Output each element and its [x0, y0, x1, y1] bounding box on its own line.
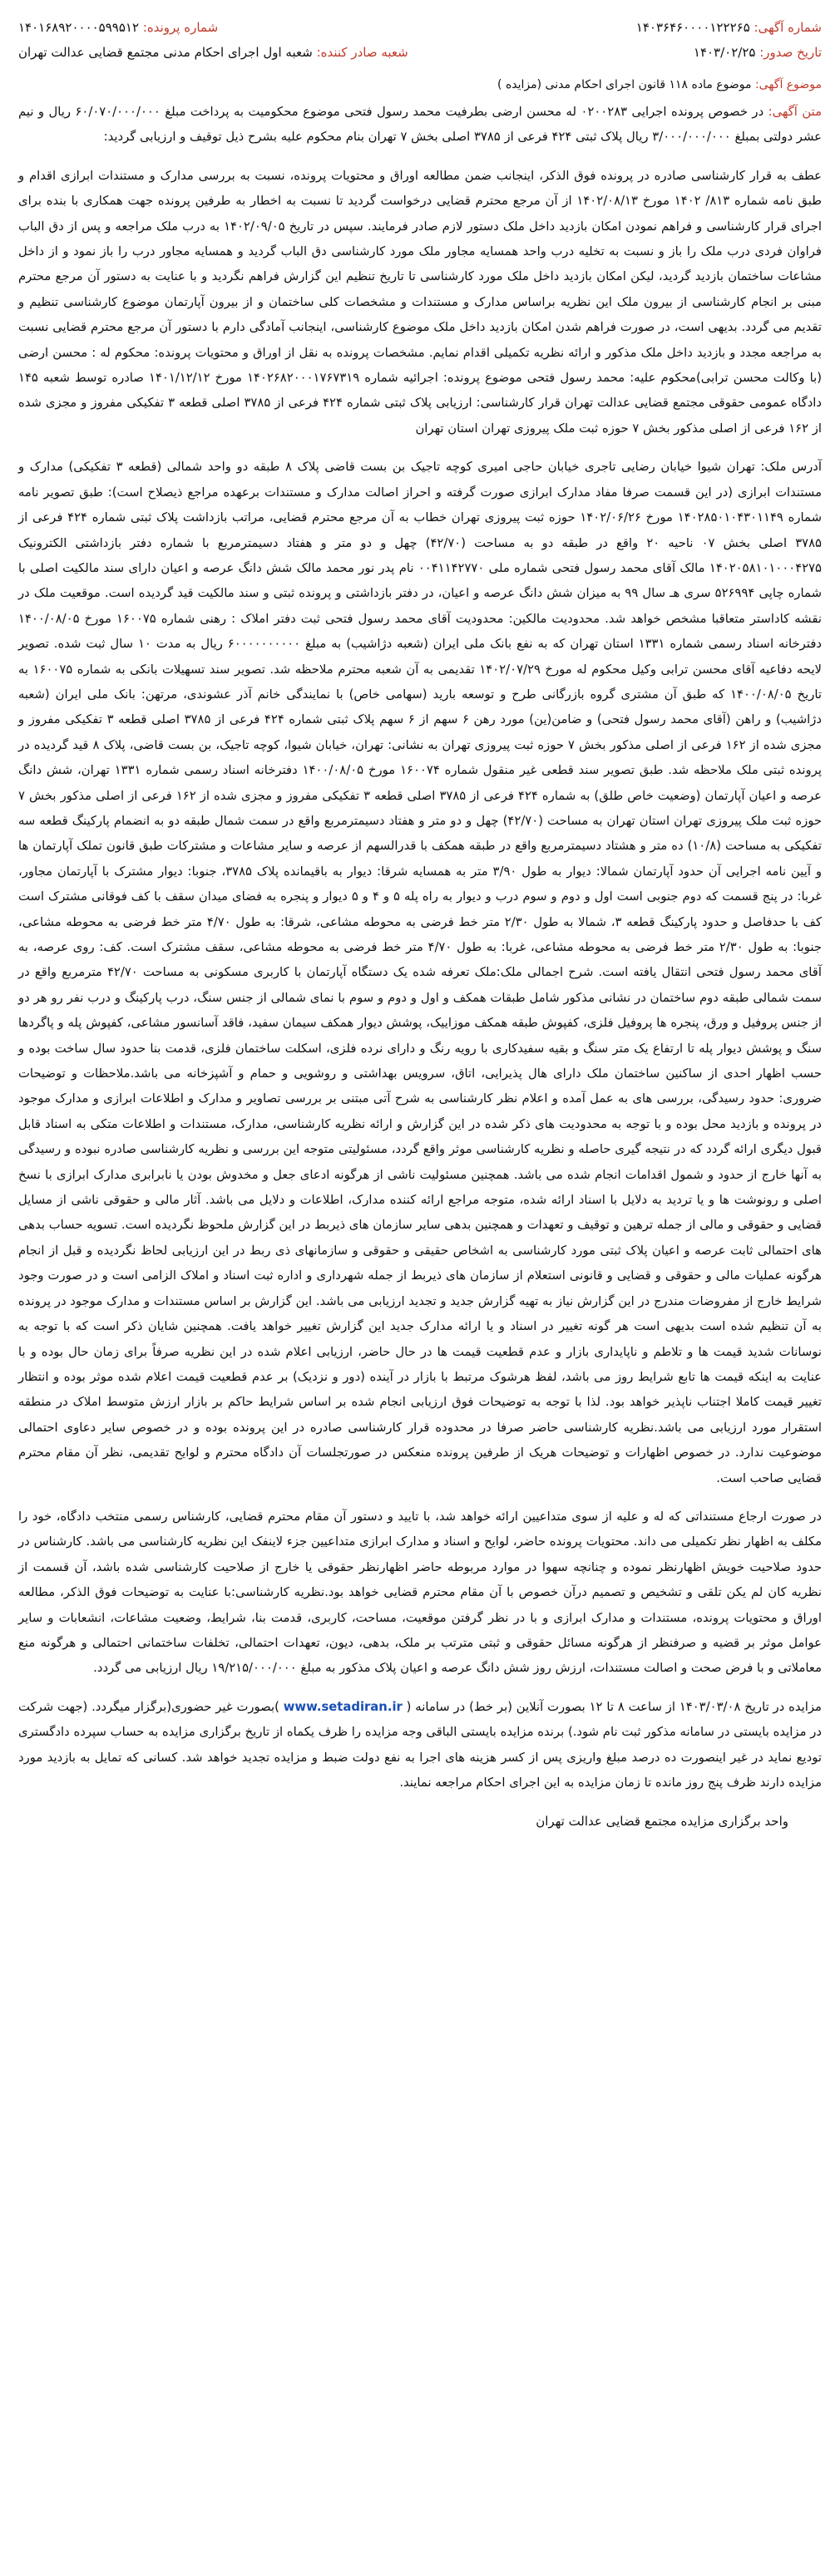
header-row-2	[18, 40, 822, 65]
valuation-paragraph: در صورت ارجاع مستنداتی که له و علیه از سوی متداعیین ارائه خواهد شد، با تایید و دستور آن مقام محترم قضایی، کارشناس رسمی منتخب دادگاه، خود را مکلف به اظهار نظر تکمیلی می داند. محتویات پرونده حاضر، لوایح و اسناد و مدارک ابرازی متداعیین جزء لاینفک این نظریه کارشناسی می باشد. کارشناس در حدود صلاحیت خویش اظهارنظر نموده و چنانچه سهوا در موارد مربوطه حاضر اظهارنظر حقوقی یا خارج از صلاحیت کارشناسی شده باشد، آن قسمت از نظریه کان لم یکن تلقی و تشخیص و تصمیم درآن خصوص با آن مقام محترم قضایی خواهد بود.نظریه کارشناسی:با عنایت به توضیحات فوق الذکر، مطالعه اوراق و محتویات پرونده، مستندات و مدارک ابرازی و با در نظر گرفتن موقعیت، مساحت، کاربری، قدمت بنا، شرایط، وضعیت مشاعات، انشعابات و سایر عوامل موثر بر قضیه و صرفنظر از هرگونه مسائل حقوقی و ثبتی مترتب بر ملک، بدهی، دیون، تعهدات احتمالی، تخلفات ساختمانی احتمالی و هرگونه منع معاملاتی و با فرض صحت و اصالت مستندات، ارزش روز شش دانگ عرصه و اعیان پلاک مذکور به مبلغ ۱۹/۲۱۵/۰۰۰/۰۰۰ ریال ارزیابی می گردد.	[18, 1509, 822, 1676]
auction-terms-text-2: )بصورت غیر حضوری(برگزار میگردد. (جهت شرکت در مزایده بایستی در سامانه مذکور ثبت نام شود.) برنده مزایده بایستی الباقی وجه مزایده را ظرف یکماه از تاریخ برگزاری مزایده به حساب سپرده دادگستری تودیع نماید در غیر اینصورت ده درصد مبلغ واریزی پس از کسر هزینه های اجرا به نفع دولت ضبط و مزایده تجدید خواهد شد. کسانی که تمایل به بازدید مورد مزایده دارند ظرف پنج روز مانده تا زمان مزایده به این اجرای احکام مراجعه نمایند.	[18, 1699, 822, 1790]
auction-terms-paragraph	[18, 1695, 822, 1796]
body-label: متن آگهی:	[768, 105, 822, 119]
expert-report-paragraph: عطف به قرار کارشناسی صادره در پرونده فوق الذکر، اینجانب ضمن مطالعه اوراق و محتویات پرونده، نسبت به بررسی مدارک و مستندات ابرازی اقدام و طبق نامه شماره ۸۱۳/ ۱۴۰۲ مورخ ۱۴۰۲/۰۸/۱۳ از آن مرجع محترم قضایی درخواست گردید تا نسبت به اخطار به طرفین پرونده جهت همکاری با بنده برای اجرای قرار کارشناسی و فراهم نمودن امکان بازدید داخل ملک دستور لازم صادر فرمایند. سپس در تاریخ ۱۴۰۲/۰۹/۰۵ به درب ملک مراجعه و پس از دق الباب فراوان فردی درب ملک را باز و نسبت به تخلیه درب واحد همسایه مجاور ملک مورد کارشناسی دق الباب گردید و همسایه مجاور درب را باز نمود و از داخل مشاعات ساختمان بازدید گردید، لیکن امکان بازدید داخل ملک مورد کارشناسی تا تاریخ تنظیم این گزارش فراهم نگردید و با عنایت به دستور آن مرجع محترم مبنی بر انجام کارشناسی از بیرون ملک این نظریه براساس مدارک و مستندات و مشخصات کلی ساختمان و از بیرون آپارتمان موضوع کارشناسی تنظیم و تقدیم می گردد. بدیهی است، در صورت فراهم شدن امکان بازدید داخل ملک موضوع کارشناسی، اینجانب آمادگی دارم با دستور آن مرجع محترم قضایی نسبت به مراجعه مجدد و بازدید داخل ملک مذکور و ارائه نظریه تکمیلی اقدام نمایم. مشخصات پرونده به نقل از اوراق و محتویات پرونده: محکوم له : محسن ارضی (با وکالت محسن ترابی)محکوم علیه: محمد رسول فتحی موضوع پرونده: اجرائیه شماره ۱۴۰۲۶۸۲۰۰۰۱۷۶۷۳۱۹ مورخ ۱۴۰۱/۱۲/۱۲ صادره توسط شعبه ۱۴۵ دادگاه عمومی حقوقی مجتمع قضایی عدالت تهران قرار کارشناسی: ارزیابی پلاک ثبتی شماره ۴۲۴ فرعی از ۳۷۸۵ اصلی قطعه ۳ تفکیکی مفروز و مجزی شده از ۱۶۲ فرعی از اصلی مذکور بخش ۷ حوزه ثبت ملک پیروزی تهران استان تهران	[18, 168, 822, 436]
auction-terms-text-1: مزایده در تاریخ ۱۴۰۳/۰۳/۰۸ از ساعت ۸ تا ۱۲ بصورت آنلاین (بر خط) در سامانه (	[406, 1699, 822, 1714]
issuer-value: شعبه اول اجرای احکام مدنی مجتمع قضایی عدالت تهران	[18, 45, 313, 60]
signature: واحد برگزاری مزایده مجتمع قضایی عدالت تهران	[536, 1814, 788, 1830]
issuer	[18, 40, 408, 65]
issue-date-value: ۱۴۰۳/۰۲/۲۵	[693, 45, 756, 60]
ad-number-value: ۱۴۰۳۶۴۶۰۰۰۰۱۲۲۲۶۵	[635, 20, 750, 35]
setadiran-link[interactable]: www.setadiran.ir	[283, 1699, 403, 1714]
case-number-value: ۱۴۰۱۶۸۹۲۰۰۰۰۵۹۹۵۱۲	[18, 20, 140, 35]
intro-paragraph	[18, 100, 822, 150]
subject-text: موضوع ماده ۱۱۸ قانون اجرای احکام مدنی (مزایده )	[497, 78, 752, 91]
notice-body	[18, 100, 822, 1795]
issuer-label: شعبه صادر کننده:	[316, 45, 408, 60]
intro-text: در خصوص پرونده اجرایی ۰۲۰۰۲۸۳ له محسن ارضی بطرفیت محمد رسول فتحی موضوع محکومیت به پرداخت مبلغ ۶۰/۰۷۰/۰۰۰/۰۰۰ ریال و نیم عشر دولتی بمبلغ ۳/۰۰۰/۰۰۰/۰۰۰ ریال پلاک ثبتی ۴۲۴ فرعی از ۳۷۸۵ اصلی بخش ۷ تهران بنام محکوم علیه بشرح ذیل توقیف و ارزیابی گردید:	[18, 105, 822, 145]
notice-subject	[18, 73, 822, 96]
issue-date-label: تاریخ صدور:	[759, 45, 822, 60]
case-number-label: شماره پرونده:	[142, 20, 219, 35]
header-row-1	[18, 15, 822, 40]
issue-date	[694, 40, 822, 65]
property-details-paragraph: آدرس ملک: تهران شیوا خیابان رضایی تاجری خیابان حاجی امیری کوچه تاجیک بن بست قاضی پلاک ۸ طبقه دو واحد شمالی (قطعه ۳ تفکیکی) مدارک و مستندات ابرازی (در این قسمت صرفا مفاد مدارک ابرازی صورت گرفته و احراز اصالت مدارک و مستندات برعهده مراجع ذیصلاح است): طبق تصویر نامه شماره ۱۴۰۲۸۵۰۱۰۴۳۰۱۱۴۹ مورخ ۱۴۰۲/۰۶/۲۶ حوزه ثبت پیروزی تهران خطاب به آن مرجع محترم قضایی، مراتب بازداشت پلاک ثبتی شماره ۴۲۴ فرعی از ۳۷۸۵ اصلی بخش ۰۷ ناحیه ۲۰ واقع در طبقه دو به مساحت (۴۲/۷۰) چهل و دو متر و هفتاد دسیمترمربع با شماره دفتر بازداشتی الکترونیک ۱۴۰۲۰۵۸۱۰۱۰۰۰۴۲۷۵ مالک آقای محمد رسول فتحی شماره ملی ۰۰۴۱۱۴۲۷۷۰ نام پدر نور محمد مالک شش دانگ عرصه و اعیان دارای سند مالکیت اصلی با شماره چاپی ۵۲۶۹۹۴ سری هـ سال ۹۹ به میزان شش دانگ عرصه و اعیان، در دفتر بازداشتی و پرونده ثبتی و سند مالکیت قید گردیده است. موقعیت ملک در نقشه کاداستر متعاقبا مشخص خواهد شد. محدودیت مالکین: محدودیت آقای محمد رسول فتحی ثبت دفتر املاک : رهنی شماره ۱۶۰۰۷۵ مورخ ۱۴۰۰/۰۸/۰۵ دفترخانه اسناد رسمی شماره ۱۳۳۱ استان تهران که به نفع بانک ملی ایران (شعبه دژاشیب) به مبلغ ۶۰۰۰۰۰۰۰۰۰۰ ریال به مدت ۱۰ سال ثبت شده. تصویر لایحه دفاعیه آقای محسن ترابی وکیل محکوم له مورخ ۱۴۰۲/۰۷/۲۹ تقدیمی به آن شعبه محترم ملاحظه شد. تصویر سند تسهیلات بانکی به شماره ۱۶۰۰۷۵ به تاریخ ۱۴۰۰/۰۸/۰۵ که طبق آن مشتری گروه بازرگانی طرح و توسعه بارید (سهامی خاص) با نمایندگی خانم آذر عشوندی، مرتهن: بانک ملی ایران (شعبه دژاشیب) و راهن (آقای محمد رسول فتحی) و ضامن(ین) مورد رهن ۶ سهم از ۶ سهم پلاک ثبتی شماره ۴۲۴ فرعی از ۳۷۸۵ اصلی قطعه ۳ تفکیکی مفروز و مجزی شده از ۱۶۲ فرعی از اصلی مذکور بخش ۷ حوزه ثبت پیروزی تهران به نشانی: تهران، خیابان شیوا، کوچه تاجیک، بن بست قاضی، پلاک ۸ قید گردیده در پرونده ثبتی ملک ملاحظه شد. طبق تصویر سند قطعی غیر منقول شماره ۱۶۰۰۷۴ مورخ ۱۴۰۰/۰۸/۰۵ دفترخانه اسناد رسمی شماره ۱۳۳۱ تهران، شش دانگ عرصه و اعیان آپارتمان (وضعیت خاص طلق) به شماره ۴۲۴ فرعی از ۳۷۸۵ اصلی قطعه ۳ تفکیکی مفروز و مجزی شده از ۱۶۲ فرعی از اصلی مذکور بخش ۷ حوزه ثبت ملک پیروزی تهران استان تهران به مساحت (۴۲/۷۰) چهل و دو متر و هفتاد دسیمترمربع واقع در سمت شمال طبقه دو به انضمام پارکینگ قطعه سه تفکیکی به مساحت (۱۰/۸) ده متر و هشتاد دسیمترمربع واقع در طبقه همکف با قدرالسهم از عرصه و سایر مشاعات و مشترکات طبق قانون تملک آپارتمان ها و آیین نامه اجرایی آن حدود آپارتمان شمالا: دیوار به طول ۳/۹۰ متر به همسایه شرقا: دیوار به باقیمانده پلاک ۳۷۸۵، جنوبا: دیوار مشترک با آپارتمان مجاور، غربا: در پنج قسمت که دوم جنوبی است اول و دوم و سوم درب و دیوار به راه پله ۵ و ۴ و ۵ دیوار و پنجره به فضای میدان سقف با کف فوقانی مشترک است کف با حدفاصل و حدود پارکینگ قطعه ۳، شمالا به طول ۲/۳۰ متر خط فرضی به محوطه مشاعی، شرقا: به طول ۴/۷۰ متر خط فرضی به محوطه مشاعی، جنوبا: به طول ۲/۳۰ متر خط فرضی به محوطه مشاعی، غربا: به طول ۴/۷۰ متر خط فرضی به محوطه مشاعی، سقف مشترک است. کف: روی عرصه، به آقای محمد رسول فتحی انتقال یافته است. شرح اجمالی ملک:ملک تعرفه شده یک دستگاه آپارتمان با کاربری مسکونی به مساحت ۴۲/۷۰ مترمربع واقع در سمت شمالی طبقه دوم ساختمان در نشانی مذکور شامل طبقات همکف و اول و دوم و سوم با نمای شمالی از جنس سنگ، درب پارکینگ و درب نفر رو هر دو از جنس پروفیل و ورق، پنجره ها پروفیل فلزی، کفپوش طبقه همکف موزاییک، پوشش دیوار همکف سیمان سفید، فاقد آسانسور مشاعی، کفپوش پله و پاگردها سنگ و پوشش دیوار پله تا ارتفاع یک متر سنگ و بقیه سفیدکاری با رویه رنگ و دارای نرده فلزی، اسکلت ساختمان فلزی، قدمت بنا حدود سال ساخت بوده و حسب اظهار احدی از ساکنین ساختمان ملک دارای هال پذیرایی، اتاق، سرویس بهداشتی و روشویی و حمام و آشپزخانه می باشد.ملاحظات و توضیحات ضروری: حدود رسیدگی، بررسی های به عمل آمده و اعلام نظر کارشناسی به شرح آتی مبتنی بر بررسی تصاویر و مدارک و اطلاعات ابرازی و مدارک موجود در پرونده و بازدید محل بوده و با توجه به محدودیت های ذکر شده در این گزارش و ارائه نظریه کارشناسی، مدارک، مستندات و اطلاعات متکی به اسناد قابل قبول دیگری ارائه گردد که در نتیجه گیری حاصله و نظریه کارشناسی موثر واقع گردد، مسئولیتی متوجه این بررسی و نظریه کارشناسی صادره نبوده و رسیدگی به آنها خارج از حدود و شمول اقدامات انجام شده می باشد. همچنین مسئولیت ناشی از هرگونه ادعای جعل و مخدوش بودن یا نابرابری مدارک ابرازی با نسخ اصلی و رونوشت ها و یا تردید به دلایل با اسناد ارائه شده، متوجه مراجع ارائه کننده مدارک، اطلاعات و دلایل می باشد. آثار مالی و حقوقی ناشی از مسایل قضایی و حقوقی و مالی از جمله ترهین و توقیف و تعهدات و همچنین بدهی سایر سازمان های ذیربط در این گزارش ملحوظ نگردیده است. تسویه حساب بدهی های احتمالی ثابت عرصه و اعیان پلاک ثبتی مورد کارشناسی به اشخاص حقیقی و حقوقی و سازمانهای ذی ربط در این ارزیابی لحاظ نگردیده و قبل از انجام هرگونه عملیات مالی و حقوقی و قضایی و قانونی استعلام از سازمان های ذیربط از جمله شهرداری و اداره ثبت اسناد و املاک الزامی است و در صورت وجود شرایط خارج از مفروضات مندرج در این گزارش نیاز به تهیه گزارش جدید و تجدید ارزیابی می باشد. این گزارش بر اساس مستندات و مدارک موجود در پرونده به آن تنظیم شده است بدیهی است هر گونه تغییر در اسناد و یا ارائه مدارک جدید این گزارش تغییر خواهد یافت. همچنین شایان ذکر است که با توجه به نوسانات شدید قیمت ها و تلاطم و ناپایداری بازار و عدم قطعیت قیمت ها در حال حاضر، ارزیابی اعلام شده در این نظریه صرفاً برای زمان حال بوده و با عنایت به اینکه قیمت ها تابع شرایط روز می باشد، لفظ هرشوک مرتبط با بازار در آینده (دور و نزدیک) بر عدم قطعیت قیمت اعلام شده موثر بوده و انتظار تغییر قیمت کاملا اجتناب ناپذیر خواهد بود. لذا با توجه به توضیحات فوق ارزیابی انجام شده بر اساس شرایط حاکم بر بازار ارزش متوسط املاک در منطقه استقرار مورد ارزیابی می باشد.نظریه کارشناسی حاضر صرفا در محدوده قرار کارشناسی صادره در این پرونده بوده و در خصوص سایر دعاوی احتمالی موضوعیت ندارد. در خصوص اظهارات و توضیحات هریک از طرفین پرونده منعکس در صورتجلسات آن دادگاه محترم و لوایح تقدیمی، نظر آن مقام محترم قضایی صاحب است.	[18, 460, 823, 1485]
ad-number-label: شماره آگهی:	[754, 20, 822, 35]
subject-label: موضوع آگهی:	[754, 78, 822, 91]
case-number	[18, 15, 218, 40]
ad-number	[636, 15, 822, 40]
